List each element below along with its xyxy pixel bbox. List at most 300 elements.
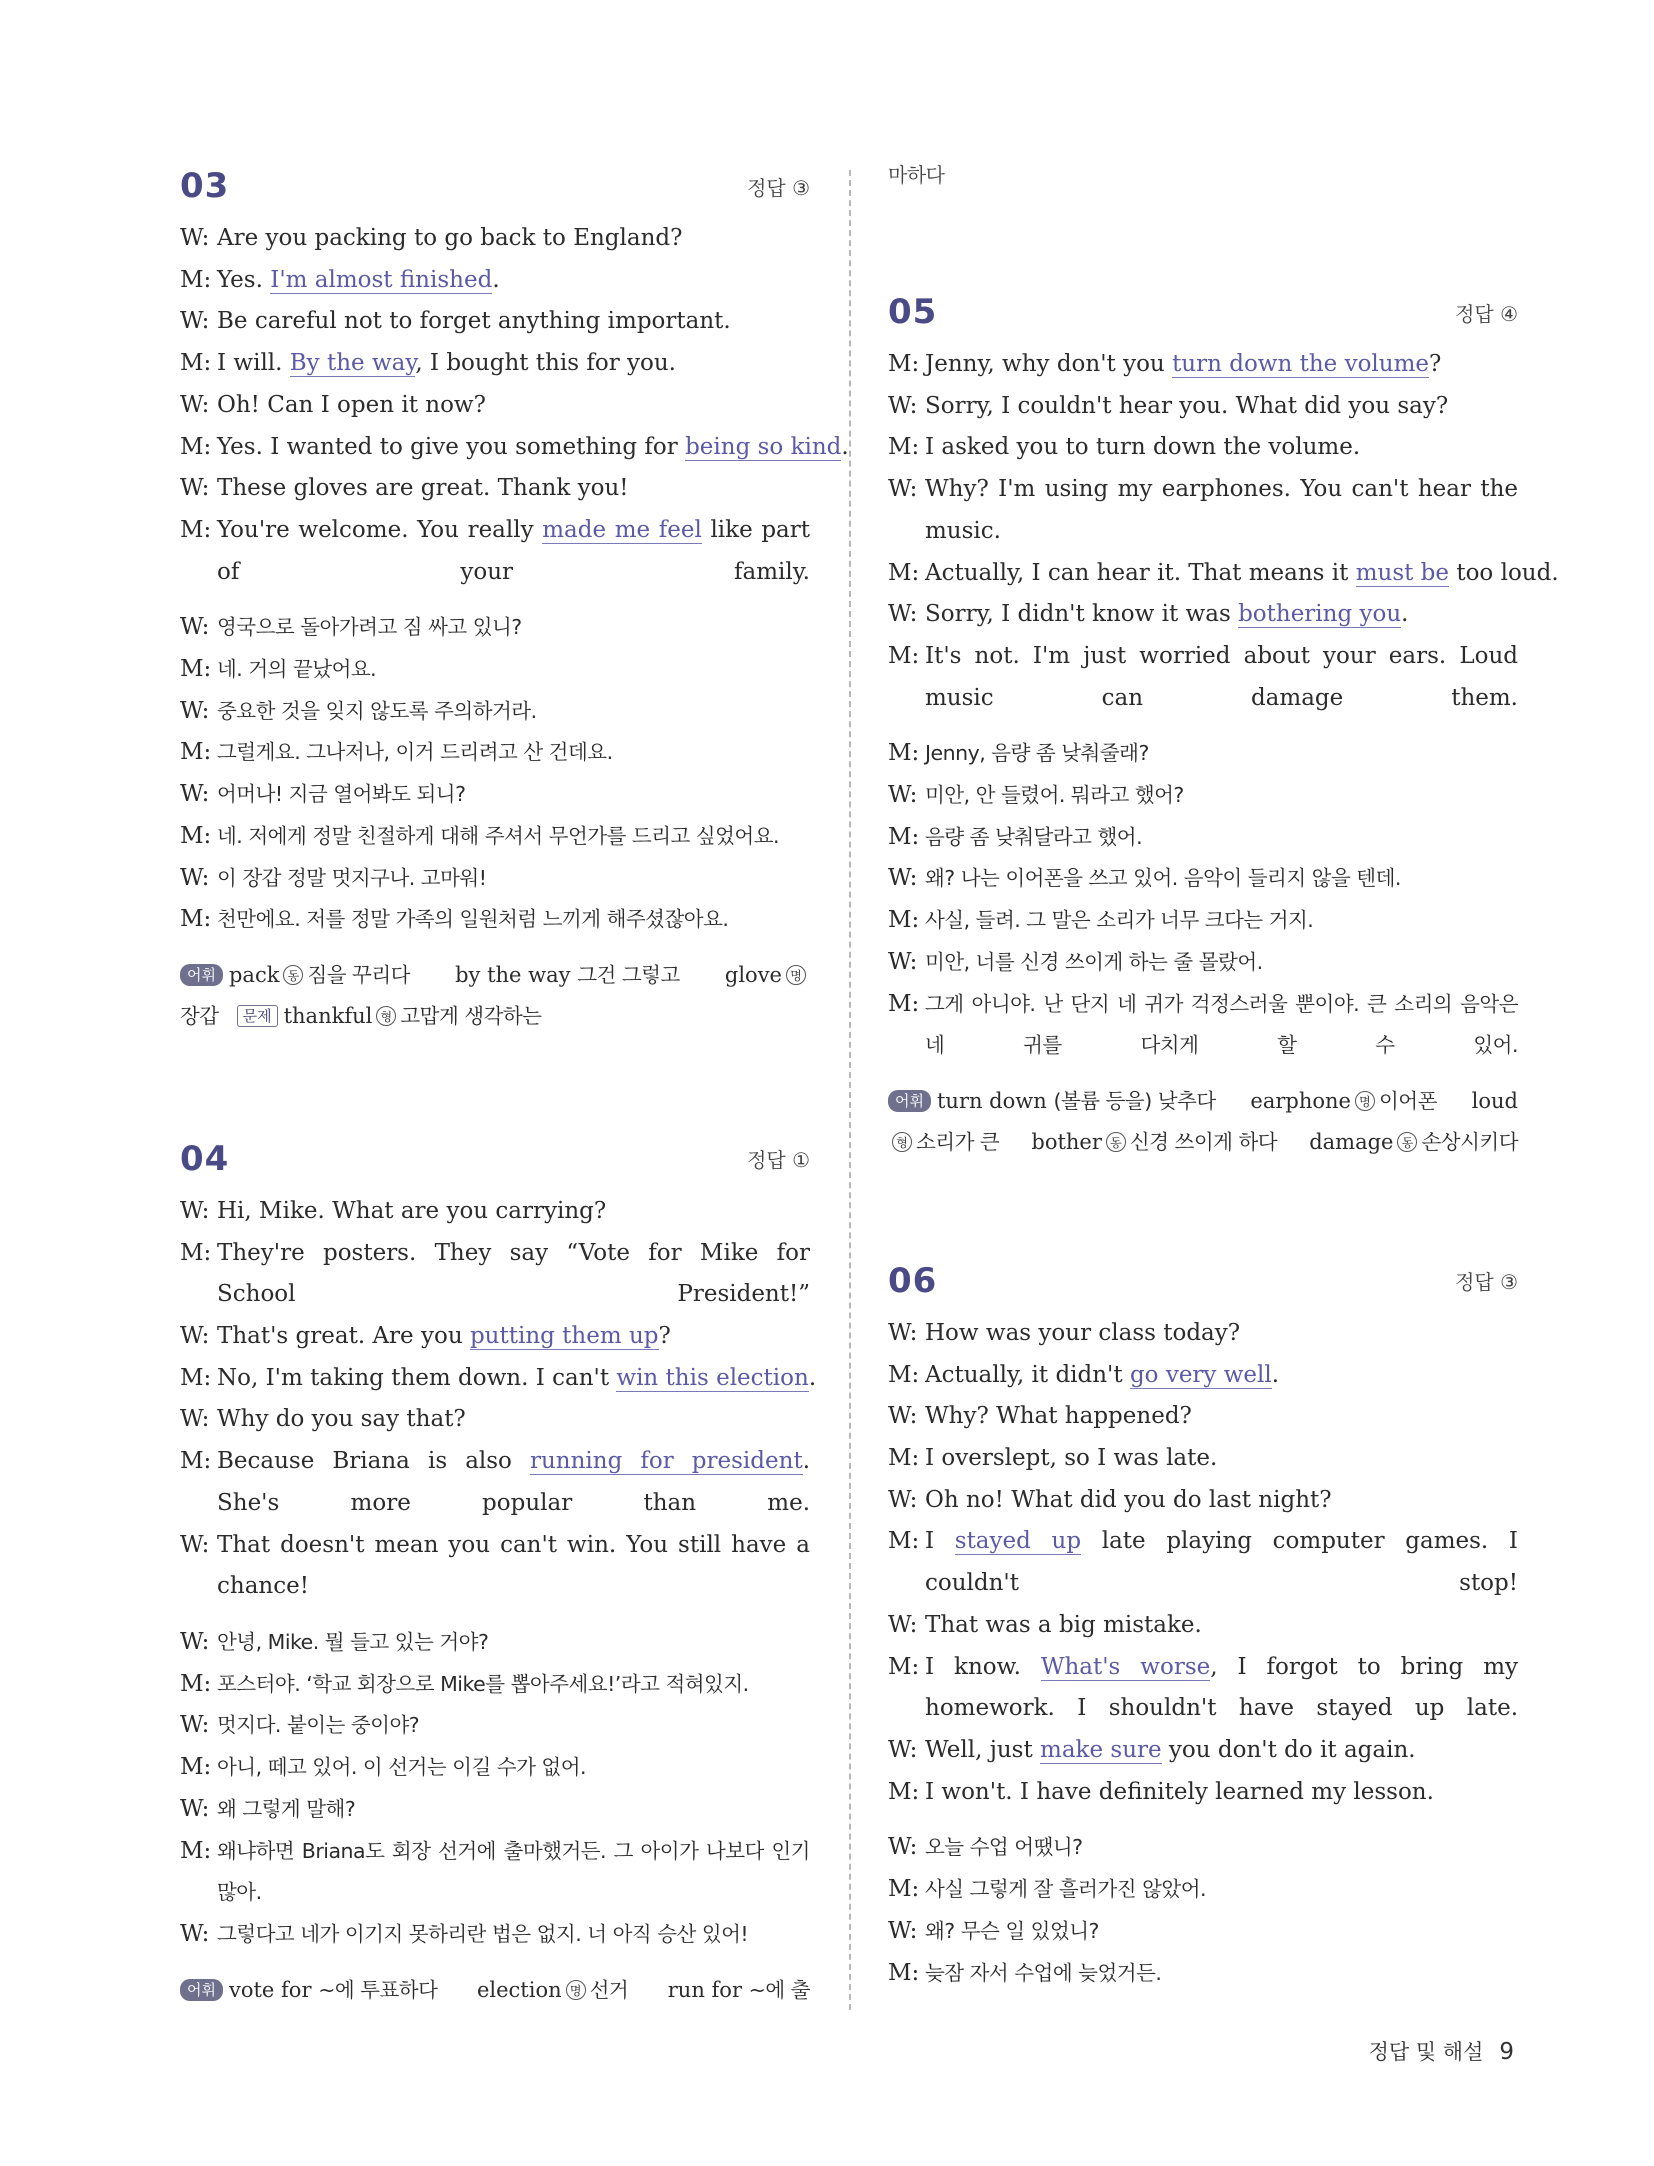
page-footer: [1369, 2036, 1514, 2066]
blank-answer: win this election: [616, 1364, 809, 1391]
dialog-text: [925, 1730, 1518, 1772]
dialog-line: [888, 469, 1518, 552]
vocab-word: vote for: [228, 1977, 312, 2002]
dialog-line: [888, 1480, 1518, 1522]
spacer: [888, 1067, 1518, 1081]
footer-label: 정답 및 해설: [1368, 2040, 1484, 2064]
translation-text: 멋지다. 붙이는 중이야?: [217, 1713, 420, 1738]
text-part: It's not. I'm just worried about your ears. Loud music can damage them.: [925, 642, 1518, 711]
text-part: Actually, I can hear it. That means it: [925, 559, 1356, 586]
blank-answer: make sure: [1040, 1736, 1162, 1763]
vocab-meaning: 그건 그렇고: [577, 962, 680, 987]
speaker-label: W:: [180, 1406, 210, 1433]
vocab-item: [1472, 1081, 1518, 1122]
dialog-text: [925, 636, 1518, 719]
blank-answer: bothering you: [1238, 601, 1402, 628]
speaker-label: M:: [888, 1959, 920, 1986]
translation-text: 포스터야. ‘학교 회장으로 Mike를 뽑아주세요!’라고 적혀있지.: [217, 1671, 749, 1696]
speaker-label: M:: [180, 1448, 212, 1475]
translation-line: [888, 775, 1518, 817]
dialog-line: [888, 1521, 1518, 1604]
translation-text: 왜? 나는 이어폰을 쓰고 있어. 음악이 들리지 않을 텐데.: [925, 866, 1401, 891]
speaker-label: W:: [888, 476, 918, 503]
speaker-label: M:: [180, 1837, 212, 1864]
dialog-text: [925, 1521, 1518, 1604]
vocab-meaning: 고맙게 생각하는: [400, 1003, 542, 1028]
text-part: too loud.: [1449, 559, 1559, 586]
dialog-text: [217, 301, 810, 343]
text-part: . She's more popular than me.: [217, 1448, 810, 1516]
speaker-label: M:: [888, 434, 920, 461]
speaker-label: W:: [180, 391, 210, 418]
translation-line: [180, 899, 810, 941]
speaker-label: M:: [888, 740, 920, 767]
speaker-label: M:: [180, 516, 212, 543]
speaker-label: M:: [888, 823, 920, 850]
dialog-text: [925, 553, 1559, 595]
translation-text: 오늘 수업 어땠니?: [925, 1835, 1083, 1860]
translation-text: 사실, 들려. 그 말은 소리가 너무 크다는 거지.: [925, 908, 1314, 933]
section-header: [888, 1255, 1518, 1307]
dialog-text: [217, 468, 810, 510]
quiz-tag: 문제: [237, 1005, 278, 1027]
translation-line: [180, 649, 810, 691]
right-column: [888, 160, 1559, 1994]
speaker-label: M:: [180, 739, 212, 766]
blank-answer: go very well: [1129, 1361, 1272, 1388]
part-of-speech-badge: 형: [892, 1132, 912, 1152]
spacer: [180, 1608, 810, 1622]
dialog-line: [888, 427, 1518, 469]
translation-text: 이 장갑 정말 멋지구나. 고마워!: [217, 865, 487, 890]
section-number: 06: [888, 1260, 938, 1301]
part-of-speech-badge: 명: [1355, 1091, 1375, 1111]
text-part: Sorry, I didn't know it was: [925, 601, 1239, 628]
blank-answer: turn down the volume: [1172, 351, 1430, 377]
speaker-label: W:: [180, 225, 210, 251]
vocab-meaning: 소리가 큰: [916, 1129, 1000, 1154]
dialog-line: [180, 343, 810, 385]
translation-line: [888, 1869, 1518, 1911]
left-column: [180, 160, 849, 2011]
spacer: [180, 593, 810, 607]
translation-line: [888, 733, 1518, 775]
translation-line: [180, 816, 810, 858]
dialog-line: [180, 468, 810, 510]
vocab-meaning: 짐을 꾸리다: [307, 962, 410, 987]
vocab-meaning: 손상시키다: [1421, 1129, 1518, 1154]
dialog-text: [217, 1358, 816, 1400]
speaker-label: W:: [180, 697, 210, 724]
text-part: I won't. I have definitely learned my lesson.: [925, 1778, 1434, 1805]
blank-answer: made me feel: [542, 516, 702, 543]
dialog-text: [925, 386, 1518, 428]
answer-label: [1455, 1266, 1518, 1295]
spacer: [888, 719, 1518, 733]
section-header: [180, 160, 810, 212]
translation-line: [180, 1914, 810, 1956]
text-part: Be careful not to forget anything important.: [217, 308, 731, 335]
vocab-item: [455, 955, 680, 996]
answer-label: [747, 1144, 810, 1173]
answer-prefix: 정답: [1455, 301, 1494, 326]
text-part: I: [925, 1528, 955, 1555]
translation-text: 음량 좀 낮춰달라고 했어.: [925, 824, 1143, 849]
speaker-label: M:: [888, 1653, 920, 1680]
dialog-line: [180, 427, 849, 469]
speaker-label: W:: [888, 1611, 918, 1638]
dialog-text: [217, 1399, 810, 1441]
speaker-label: W:: [180, 1920, 210, 1947]
speaker-label: W:: [888, 392, 918, 419]
speaker-label: W:: [888, 1486, 918, 1513]
speaker-label: M:: [888, 559, 920, 586]
dialog-text: [217, 343, 810, 385]
blank-answer: I'm almost finished: [270, 266, 493, 293]
blank-answer: What's worse: [1040, 1653, 1211, 1680]
dialog-line: [888, 344, 1518, 386]
blank-answer: putting them up: [469, 1323, 659, 1350]
text-part: I know.: [925, 1653, 1041, 1680]
text-part: Jenny, why don't you: [925, 351, 1173, 377]
speaker-label: M:: [180, 1239, 212, 1266]
dialog-line: [888, 1605, 1518, 1647]
translation-text: 그럴게요. 그나저나, 이거 드리려고 산 건데요.: [217, 740, 613, 765]
speaker-label: M:: [180, 1670, 212, 1697]
dialog-line: [888, 594, 1518, 636]
text-part: Because Briana is also: [217, 1448, 530, 1475]
vocab-item: [668, 1970, 810, 2011]
speaker-label: M:: [888, 1778, 920, 1805]
speaker-label: W:: [180, 1628, 210, 1655]
page-number: 9: [1499, 2039, 1514, 2065]
section-06: [888, 1255, 1518, 1994]
text-part: Why? I'm using my earphones. You can't hear the music.: [925, 476, 1518, 544]
dialog-text: [217, 427, 849, 469]
vocab-meaning: ~에 투표하다: [318, 1977, 438, 2002]
section-header: [888, 286, 1518, 338]
part-of-speech-badge: 형: [376, 1006, 396, 1026]
translation-line: [180, 732, 810, 774]
speaker-label: W:: [888, 1736, 918, 1763]
text-part: That's great. Are you: [217, 1323, 470, 1350]
dialog-line: [888, 1313, 1518, 1355]
answer-prefix: 정답: [1455, 1270, 1494, 1295]
translation-line: [888, 900, 1518, 942]
vocab-item: [477, 1970, 628, 2011]
dialog-line: [888, 636, 1518, 719]
dialog-text: [217, 1316, 810, 1358]
vocab-item: [1031, 1122, 1277, 1163]
translation-text: 왜? 무슨 일 있었니?: [925, 1918, 1099, 1943]
section-04: [180, 1133, 817, 2011]
blank-answer: stayed up: [954, 1528, 1082, 1555]
dialog-text: [217, 1233, 810, 1316]
dialog-line: [180, 301, 810, 343]
vocab-item: [888, 1081, 1216, 1122]
dialog-line: [888, 1730, 1518, 1772]
dialog-text: [217, 1525, 810, 1608]
dialog-text: [925, 1480, 1518, 1522]
speaker-label: M:: [180, 906, 212, 933]
vocab-tag: 어휘: [888, 1090, 931, 1112]
answer-prefix: 정답: [747, 175, 786, 200]
speaker-label: M:: [180, 1364, 212, 1391]
translation-line: [180, 1664, 810, 1706]
text-part: Yes. I wanted to give you something for: [217, 433, 686, 460]
translation-line: [888, 858, 1518, 900]
text-part: They're posters. They say “Vote for Mike for School President!”: [217, 1239, 810, 1308]
text-part: How was your class today?: [925, 1319, 1241, 1346]
dialog-text: [925, 1605, 1518, 1647]
answer-value: ①: [792, 1148, 810, 1173]
vocab-word: damage: [1309, 1129, 1394, 1154]
section-03: [180, 160, 849, 1037]
dialog-text: [925, 344, 1518, 386]
speaker-label: W:: [888, 1834, 918, 1861]
translation-line: [888, 1911, 1518, 1953]
speaker-label: W:: [888, 1403, 918, 1430]
vocab-word: by the way: [455, 962, 571, 987]
vocab-line: [180, 996, 810, 1037]
speaker-label: M:: [180, 266, 212, 293]
section-number: 05: [888, 292, 938, 332]
part-of-speech-badge: 명: [786, 965, 806, 985]
dialog-line: [180, 1399, 810, 1441]
blank-answer: running for president: [529, 1448, 803, 1475]
vocab-meaning: 신경 쓰이게 하다: [1129, 1129, 1278, 1154]
dialog-line: [180, 1316, 810, 1358]
translation-line: [888, 817, 1518, 859]
translation-text: 미안, 너를 신경 쓰이게 하는 줄 몰랐어.: [925, 949, 1263, 974]
speaker-label: M:: [888, 1876, 920, 1903]
speaker-label: M:: [888, 990, 920, 1017]
vocab-item: [1309, 1122, 1518, 1163]
dialog-line: [180, 1441, 810, 1524]
translation-line: [180, 1622, 810, 1664]
speaker-label: W:: [180, 1795, 210, 1822]
answer-value: ③: [792, 175, 810, 200]
dialog-line: [180, 1358, 817, 1400]
dialog-line: [180, 218, 810, 260]
translation-line: [180, 691, 810, 733]
speaker-label: M:: [888, 642, 920, 669]
vocab-word: run for: [667, 1977, 742, 2002]
dialog-line: [888, 1772, 1518, 1814]
speaker-label: W:: [180, 1323, 210, 1350]
dialog-line: [180, 1191, 810, 1233]
section-05: [888, 286, 1559, 1163]
vocab-tag: 어휘: [180, 964, 223, 986]
answer-label: [747, 172, 810, 201]
dialog-line: [888, 1647, 1518, 1730]
vocab-item: [180, 996, 541, 1037]
speaker-label: W:: [180, 1712, 210, 1739]
answer-prefix: 정답: [747, 1148, 786, 1173]
translation-line: [180, 774, 810, 816]
speaker-label: W:: [888, 782, 918, 809]
translation-text: 사실 그렇게 잘 흘러가진 않았어.: [925, 1877, 1207, 1902]
blank-answer: must be: [1355, 559, 1450, 586]
part-of-speech-badge: 동: [283, 965, 303, 985]
answer-value: ④: [1500, 301, 1518, 326]
text-part: .: [808, 1364, 817, 1391]
vocab-word: bother: [1031, 1129, 1102, 1154]
vocab-item: [180, 1970, 437, 2011]
dialog-line: [888, 553, 1559, 595]
dialog-line: [888, 1396, 1518, 1438]
dialog-text: [925, 1396, 1518, 1438]
vocab-item: [180, 955, 410, 996]
text-part: Well, just: [925, 1736, 1041, 1763]
section-04-continuation: 마하다: [888, 163, 945, 187]
translation-line: [888, 1953, 1518, 1995]
translation-text: Jenny, 음량 좀 낮춰줄래?: [925, 741, 1149, 766]
text-part: Hi, Mike. What are you carrying?: [217, 1197, 607, 1224]
dialog-text: [217, 385, 810, 427]
section-number: 03: [180, 166, 230, 206]
vocab-item: [725, 955, 810, 996]
section-header: [180, 1133, 810, 1185]
vocab-word: turn down: [936, 1088, 1047, 1113]
translation-text: 그렇다고 네가 이기지 못하리란 법은 없지. 너 아직 승산 있어!: [217, 1921, 749, 1946]
dialog-line: [180, 1233, 810, 1316]
translation-line: [180, 1789, 810, 1831]
translation-line: [180, 858, 810, 900]
text-part: That was a big mistake.: [925, 1611, 1202, 1638]
text-part: .: [492, 266, 500, 293]
dialog-line: [180, 385, 810, 427]
speaker-label: M:: [888, 1445, 920, 1472]
dialog-text: [217, 1191, 810, 1233]
text-part: ?: [1429, 351, 1442, 377]
translation-line: [180, 1705, 810, 1747]
vocab-line: [180, 955, 810, 996]
vocab-line: [180, 1970, 810, 2011]
translation-line: [180, 1831, 810, 1914]
dialog-line: [888, 386, 1518, 428]
speaker-label: M:: [888, 907, 920, 934]
dialog-text: [925, 469, 1518, 552]
dialog-text: [925, 1313, 1518, 1355]
text-part: Are you packing to go back to England?: [217, 225, 683, 251]
text-part: Sorry, I couldn't hear you. What did you say?: [925, 392, 1449, 419]
dialog-text: [217, 1441, 810, 1524]
part-of-speech-badge: 동: [1106, 1132, 1126, 1152]
vocab-word: loud: [1471, 1088, 1518, 1113]
speaker-label: W:: [180, 1531, 210, 1558]
speaker-label: W:: [888, 865, 918, 892]
translation-text: 영국으로 돌아가려고 짐 싸고 있니?: [217, 615, 522, 640]
translation-text: 중요한 것을 잊지 않도록 주의하거라.: [217, 698, 537, 723]
text-part: I overslept, so I was late.: [925, 1445, 1218, 1472]
translation-text: 미안, 안 들렸어. 뭐라고 했어?: [925, 783, 1184, 808]
text-part: Actually, it didn't: [925, 1361, 1130, 1388]
dialog-text: [217, 260, 810, 302]
translation-text: 그게 아니야. 난 단지 네 귀가 걱정스러울 뿐이야. 큰 소리의 음악은 네 귀를 다치게 할 수 있어.: [925, 991, 1518, 1058]
text-part: You're welcome. You really: [217, 516, 543, 543]
speaker-label: W:: [180, 614, 210, 641]
part-of-speech-badge: 명: [566, 1980, 586, 2000]
speaker-label: M:: [180, 433, 212, 460]
text-part: Oh! Can I open it now?: [217, 391, 486, 418]
translation-text: 어머나! 지금 열어봐도 되니?: [217, 782, 466, 807]
spacer: [888, 1813, 1518, 1827]
text-part: I asked you to turn down the volume.: [925, 434, 1361, 461]
text-part: That doesn't mean you can't win. You still have a chance!: [217, 1531, 810, 1600]
dialog-text: [925, 1772, 1518, 1814]
spacer: [180, 1956, 810, 1970]
translation-text: 네. 거의 끝났어요.: [217, 657, 377, 682]
vocab-word: earphone: [1250, 1088, 1351, 1113]
speaker-label: M:: [888, 1528, 920, 1555]
vocab-line: [888, 1081, 1518, 1122]
dialog-line: [888, 1438, 1518, 1480]
dialog-text: [925, 1355, 1518, 1397]
text-part: you don't do it again.: [1161, 1736, 1416, 1763]
vocab-item: [1250, 1081, 1436, 1122]
dialog-text: [925, 427, 1518, 469]
speaker-label: M:: [888, 1361, 920, 1388]
speaker-label: W:: [180, 308, 210, 335]
translation-line: [180, 1747, 810, 1789]
vocab-meaning: ~에 출: [748, 1977, 810, 2002]
vocab-item: [888, 1122, 999, 1163]
dialog-text: [925, 594, 1518, 636]
text-part: , I bought this for you.: [415, 350, 676, 377]
translation-text: 아니, 떼고 있어. 이 선거는 이길 수가 없어.: [217, 1755, 587, 1780]
speaker-label: W:: [180, 475, 210, 502]
speaker-label: M:: [888, 351, 920, 377]
speaker-label: W:: [888, 948, 918, 975]
translation-line: [888, 942, 1518, 984]
part-of-speech-badge: 동: [1397, 1132, 1417, 1152]
answer-label: [1455, 298, 1518, 327]
text-part: like part of your family.: [217, 516, 810, 585]
text-part: , I forgot to bring my homework. I shouldn't have stayed up late.: [925, 1653, 1518, 1722]
blank-answer: being so kind: [685, 433, 842, 460]
vocab-meaning: 장갑: [180, 1003, 219, 1028]
speaker-label: W:: [180, 1197, 210, 1224]
vocab-meaning: (볼륨 등을) 낮추다: [1053, 1088, 1216, 1113]
text-part: Yes.: [217, 266, 271, 293]
vocab-tag: 어휘: [180, 1979, 223, 2001]
spacer: [180, 941, 810, 955]
vocab-word: thankful: [283, 1003, 373, 1028]
translation-text: 왜 그렇게 말해?: [217, 1796, 356, 1821]
translation-text: 천만에요. 저를 정말 가족의 일원처럼 느끼게 해주셨잖아요.: [217, 907, 729, 932]
text-part: Oh no! What did you do last night?: [925, 1486, 1332, 1513]
vocab-word: election: [476, 1977, 562, 2002]
text-part: .: [841, 433, 849, 460]
text-part: I will.: [217, 350, 290, 377]
dialog-line: [180, 1525, 810, 1608]
translation-line: [888, 1827, 1518, 1869]
text-part: late playing computer games. I couldn't stop!: [925, 1528, 1518, 1597]
speaker-label: M:: [180, 656, 212, 683]
dialog-text: [217, 218, 810, 260]
translation-text: 안녕, Mike. 뭘 들고 있는 거야?: [217, 1629, 489, 1654]
section-number: 04: [180, 1138, 230, 1179]
speaker-label: W:: [888, 1917, 918, 1944]
vocab-word: pack: [228, 962, 280, 987]
text-part: .: [1271, 1361, 1280, 1388]
translation-text: 왜냐하면 Briana도 회장 선거에 출마했거든. 그 아이가 나보다 인기 많아.: [217, 1838, 810, 1905]
text-part: Why do you say that?: [217, 1406, 466, 1433]
translation-line: [180, 607, 810, 649]
speaker-label: W:: [180, 864, 210, 891]
text-part: ?: [658, 1323, 671, 1350]
